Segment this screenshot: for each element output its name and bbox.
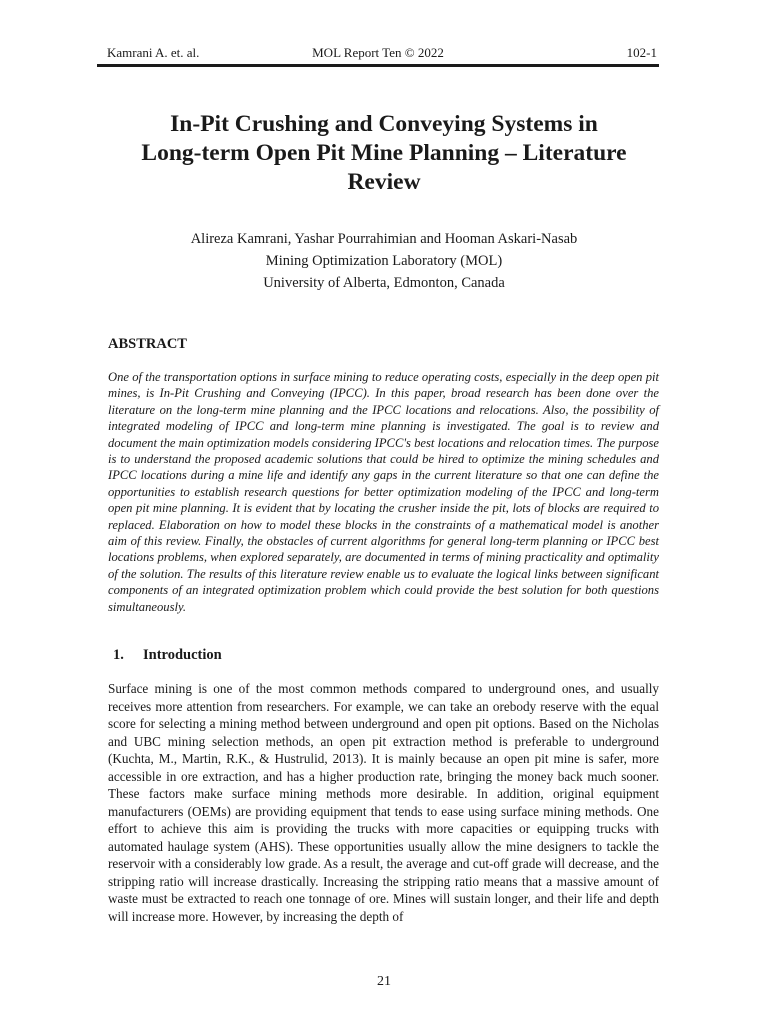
introduction-text: Surface mining is one of the most common methods compared to underground ones, and usually receives more attention from researchers. For example, we can take an orebody reserve with the equal score for selecting a mining method between underground and open pit options. Based on the Nicholas and UBC mining selection methods, an open pit extraction method is preferable to underground (Kuchta, M., Martin, R.K., & Hustrulid, 2013). It is mainly because an open pit mine is safer, more accessible in ore extraction, and has a higher production rate, bringing the money back much sooner. These factors make surface mining methods more desirable. In addition, original equipment manufacturers (OEMs) are providing equipment that tends to ease using surface mining methods. One effort to achieve this aim is providing the trucks with more capacities or equipping trucks with automated haulage system (AHS). These opportunities usually allow the mine designers to tackle the reservoir with a considerably low grade. As a result, the average and cut-off grade will decrease, and the stripping ratio will increase drastically. Increasing the stripping ratio means that a massive amount of waste must be extracted to reach one tonnage of ore. Mines will sustain longer, and their life and depth will increase more. However, by increasing the depth of xyxy=(108,681,659,924)
author-block xyxy=(0,228,768,294)
header-rule xyxy=(97,64,659,67)
abstract-text: One of the transportation options in surface mining to reduce operating costs, especially in the deep open pit mines, is In-Pit Crushing and Conveying (IPCC). In this paper, broad research has been done over the literature on the long-term mine planning and the IPCC locations and relocations. Also, the possibility of integrated modeling of IPCC and long-term mine planning is investigated. The goal is to review and document the main optimization models considering IPCC's best locations and relocation times. The purpose is to understand the proposed academic solutions that could be hired to optimize the mining schedules and IPCC locations during a mine life and identify any gaps in the current literature so that one can define the opportunities to establish research questions for better optimization modeling of the IPCC and long-term open pit mine planning. It is evident that by locating the crusher inside the pit, lots of blocks are required to replaced. Elaboration on how to model these blocks in the constraints of a mathematical model is another aim of this review. Finally, the obstacles of current algorithms for general long-term planning or IPCC best locations problems, when explored separately, are documented in terms of mining practicality and optimality of the solution. The results of this literature review enable us to evaluate the logical links between significant components of an integrated optimization problem which could provide the best solution for both questions simultaneously. xyxy=(108,370,659,614)
header-authors: Kamrani A. et. al. xyxy=(107,45,200,60)
abstract-heading: ABSTRACT xyxy=(108,336,187,352)
header-report: MOL Report Ten © 2022 xyxy=(312,45,444,60)
title-line: Review xyxy=(347,169,421,195)
running-header xyxy=(97,43,659,63)
author-university: University of Alberta, Edmonton, Canada xyxy=(263,275,505,291)
section-title: Introduction xyxy=(143,647,222,663)
header-page-id: 102-1 xyxy=(626,45,657,60)
title-line: In-Pit Crushing and Conveying Systems in xyxy=(170,111,598,137)
paper-title xyxy=(100,110,668,197)
section-heading-introduction xyxy=(113,647,222,664)
title-line: Long-term Open Pit Mine Planning – Literature xyxy=(141,140,627,166)
author-lab: Mining Optimization Laboratory (MOL) xyxy=(265,253,503,269)
author-names: Alireza Kamrani, Yashar Pourrahimian and Hooman Askari-Nasab xyxy=(190,231,578,247)
page-number: 21 xyxy=(377,974,391,989)
section-number: 1. xyxy=(113,647,124,663)
